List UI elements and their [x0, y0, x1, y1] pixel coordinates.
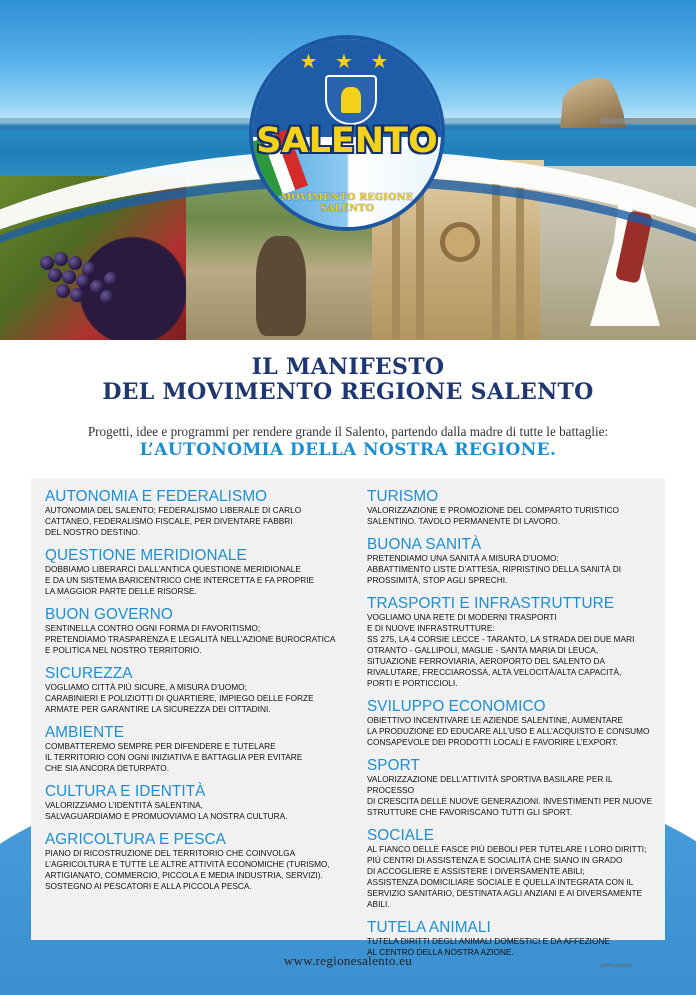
section-sport — [367, 757, 657, 818]
section-questione-meridionale — [45, 547, 355, 597]
section-title: BUONA SANITÀ — [367, 536, 482, 553]
section-text: PIANO DI RICOSTRUZIONE DEL TERRITORIO CHE COINVOLGA L’AGRICOLTURA E TUTTE LE ALTRE ATTIVITÀ ECONOMICHE (TURISMO, ARTIGIANATO, COMMERCIO, PICCOLA E MEDIA INDUSTRIA, SERVIZI). SOSTEGNO AI PESCATORI E ALLA PICCOLA PESCA. — [45, 848, 330, 891]
logo-wordmark: SALENTO — [256, 121, 438, 161]
section-title: SICUREZZA — [45, 665, 133, 682]
section-buon-governo — [45, 606, 355, 656]
title-line-2: DEL MOVIMENTO REGIONE SALENTO — [102, 379, 594, 405]
stars-icon: ★ ★ ★ — [299, 51, 395, 73]
section-title: SPORT — [367, 757, 420, 774]
slogan: L’AUTONOMIA DELLA NOSTRA REGIONE. — [139, 440, 557, 460]
website-link[interactable]: www.regionesalento.eu — [283, 953, 413, 968]
section-ambiente — [45, 724, 355, 774]
section-agricoltura — [45, 831, 355, 892]
section-text: PRETENDIAMO UNA SANITÀ A MISURA D’UOMO: ABBATTIMENTO LISTE D’ATTESA, RIPRISTINO DELLA SANITÀ DI PROSSIMITÀ, STOP AGLI SPRECHI. — [367, 553, 622, 585]
logo-ring-text: MOVIMENTO REGIONE SALENTO — [280, 192, 414, 214]
section-text: TUTELA DIRITTI DEGLI ANIMALI DOMESTICI E DA AFFEZIONE AL CENTRO DELLA NOSTRA AZIONE. — [367, 936, 610, 957]
page-title — [0, 355, 696, 405]
section-text: VOGLIAMO CITTÀ PIÙ SICURE, A MISURA D’UOMO; CARABINIERI E POLIZIOTTI DI QUARTIERE, IMPIEGO DELLE FORZE ARMATE PER GARANTIRE LA SICUREZZA DEI CITTADINI. — [45, 682, 314, 714]
manifesto-panel — [31, 478, 665, 957]
section-text: AUTONOMIA DEL SALENTO; FEDERALISMO LIBERALE DI CARLO CATTANEO, FEDERALISMO FISCALE, PER DIVENTARE FABBRI DEL NOSTRO DESTINO. — [45, 505, 302, 537]
section-title: AUTONOMIA E FEDERALISMO — [45, 488, 268, 505]
section-text: VALORIZZAZIONE DELL’ATTIVITÀ SPORTIVA BASILARE PER IL PROCESSO DI CRESCITA DELLE NUOVE GENERAZIONI. INVESTIMENTI PER NUOVE STRUTTURE CHE FAVORISCANO TUTTI GLI SPORT. — [367, 774, 653, 817]
section-text: VOGLIAMO UNA RETE DI MODERNI TRASPORTI E DI NUOVE INFRASTRUTTURE: SS 275, LA 4 CORSIE LECCE - TARANTO, LA STRADA DEI DUE MARI OTRANTO - GALLIPOLI, MAGLIE - SANTA MARIA DI LEUCA, SITUAZIONE FERROVIARIA, AEROPORTO DEL SALENTO DA RIVALUTARE, FRECCIAROSSA, ALTA VELOCITÀ/ALTA CAPACITÀ, PORTI E PORTICCIOLI. — [367, 612, 635, 688]
section-title: CULTURA E IDENTITÀ — [45, 783, 206, 800]
section-cultura — [45, 783, 355, 822]
graphic-credit: grafica salento — [600, 963, 633, 969]
section-title: AMBIENTE — [45, 724, 124, 741]
section-text: OBIETTIVO INCENTIVARE LE AZIENDE SALENTINE, AUMENTARE LA PRODUZIONE ED EDUCARE ALL’USO E ALL’ACQUISTO E CONSUMO CONSAPEVOLE DEI PRODOTTI LOCALI E FAVORIRE L’EXPORT. — [367, 715, 650, 747]
section-title: TURISMO — [367, 488, 439, 505]
section-title: SOCIALE — [367, 827, 435, 844]
right-column — [367, 488, 657, 967]
section-sanita — [367, 536, 657, 586]
section-title: SVILUPPO ECONOMICO — [367, 698, 546, 715]
intro-text: Progetti, idee e programmi per rendere grande il Salento, partendo dalla madre di tutte le battaglie: — [87, 424, 609, 439]
section-sviluppo — [367, 698, 657, 748]
section-sociale — [367, 827, 657, 910]
section-title: AGRICOLTURA E PESCA — [45, 831, 226, 848]
coat-of-arms-icon — [325, 75, 377, 125]
section-text: SENTINELLA CONTRO OGNI FORMA DI FAVORITISMO; PRETENDIAMO TRASPARENZA E LEGALITÀ NELL’AZIONE BUROCRATICA E POLITICA NEL NOSTRO TERRITORIO. — [45, 623, 336, 655]
left-column — [45, 488, 355, 901]
section-text: AL FIANCO DELLE FASCE PIÙ DEBOLI PER TUTELARE I LORO DIRITTI; PIÙ CENTRI DI ASSISTENZA E SOCIALITÀ CHE SIANO IN GRADO DI ACCOGLIERE E ASSISTERE I DIVERSAMENTE ABILI; ASSISTENZA DOMICILIARE SOCIALE E QUELLA INTEGRATA CON IL SERVIZIO SANITARIO, DESTINATA AGLI ANZIANI E AI DIVERSAMENTE ABILI. — [367, 844, 647, 909]
section-text: COMBATTEREMO SEMPRE PER DIFENDERE E TUTELARE IL TERRITORIO CON OGNI INIZIATIVA E BATTAGLIA PER EVITARE CHE SIA ANCORA DETURPATO. — [45, 741, 303, 773]
title-line-1: IL MANIFESTO — [251, 354, 445, 380]
salento-logo — [249, 35, 445, 231]
section-turismo — [367, 488, 657, 527]
section-autonomia — [45, 488, 355, 538]
section-text: VALORIZZAZIONE E PROMOZIONE DEL COMPARTO TURISTICO SALENTINO. TAVOLO PERMANENTE DI LAVORO. — [367, 505, 620, 526]
section-title: TRASPORTI E INFRASTRUTTURE — [367, 595, 615, 612]
pier-image — [600, 118, 696, 124]
section-title: TUTELA ANIMALI — [367, 919, 491, 936]
section-title: QUESTIONE MERIDIONALE — [45, 547, 247, 564]
section-text: VALORIZZIAMO L’IDENTITÀ SALENTINA, SALVAGUARDIAMO E PROMUOVIAMO LA NOSTRA CULTURA. — [45, 800, 288, 821]
section-title: BUON GOVERNO — [45, 606, 173, 623]
section-text: DOBBIAMO LIBERARCI DALL’ANTICA QUESTIONE MERIDIONALE E DA UN SISTEMA BARICENTRICO CHE INTERCETTA E FA PROPRIE LA MAGGIOR PARTE DELLE RISORSE. — [45, 564, 315, 596]
section-trasporti — [367, 595, 657, 689]
section-sicurezza — [45, 665, 355, 715]
